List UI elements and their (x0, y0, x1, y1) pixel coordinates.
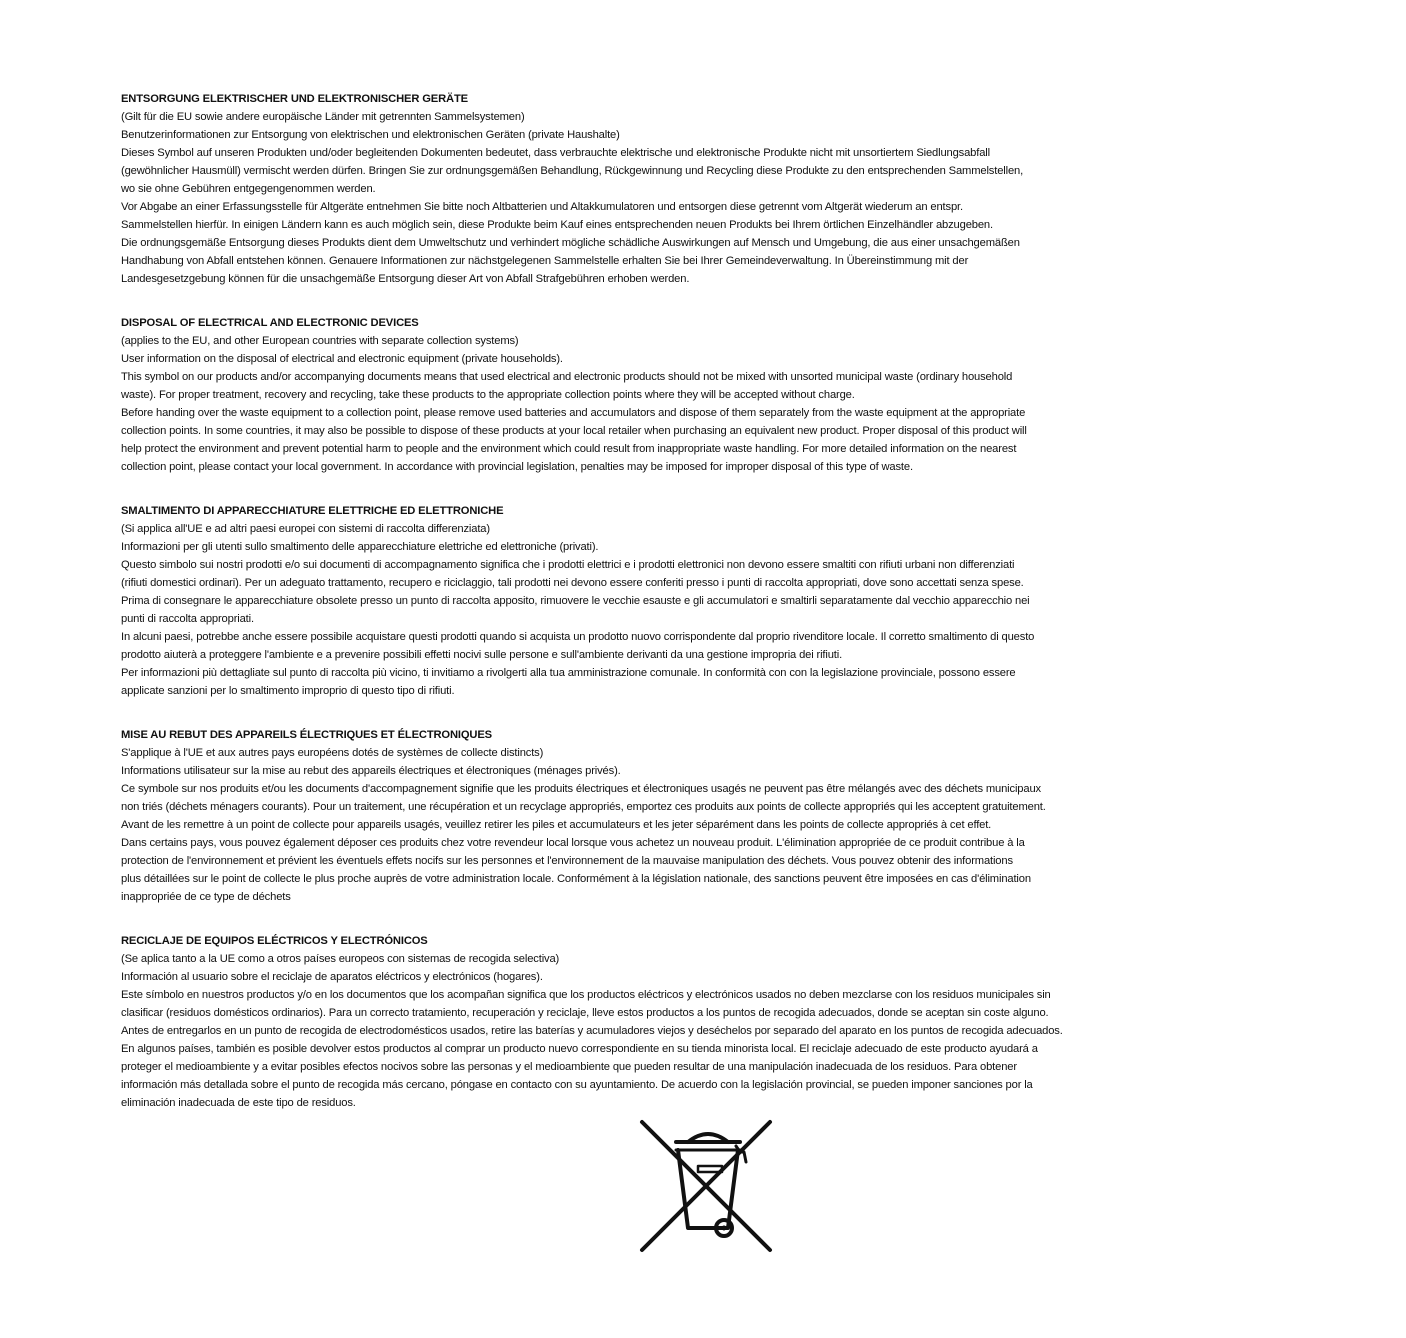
text-line: Ce symbole sur nos produits et/ou les documents d'accompagnement signifie que les produits électriques et électroniques usagés ne peuvent pas être mélangés avec des déchets municipaux (121, 783, 1041, 795)
section-italian (121, 502, 1301, 700)
text-line: User information on the disposal of electrical and electronic equipment (private households). (121, 353, 563, 365)
text-line: collection point, please contact your local government. In accordance with provincial legislation, penalties may be imposed for improper disposal of this type of waste. (121, 461, 913, 473)
text-line: Información al usuario sobre el reciclaje de aparatos eléctricos y electrónicos (hogares). (121, 971, 543, 983)
text-line: eliminación inadecuada de este tipo de residuos. (121, 1097, 356, 1109)
text-line: protection de l'environnement et prévient les éventuels effets nocifs sur les personnes et l'environnement de la mauvaise manipulation des déchets. Vous pouvez obtenir des informations (121, 855, 1013, 867)
text-line: Before handing over the waste equipment to a collection point, please remove used batteries and accumulators and dispose of them separately from the waste equipment at the appropriate (121, 407, 1026, 419)
section-spanish (121, 932, 1301, 1112)
text-line: Informazioni per gli utenti sullo smaltimento delle apparecchiature elettriche ed elettroniche (privati). (121, 541, 599, 553)
text-line: (applies to the EU, and other European countries with separate collection systems) (121, 335, 519, 347)
text-line: Handhabung von Abfall entstehen können. Genauere Informationen zur nächstgelegenen Sammelstelle erhalten Sie bei Ihrer Gemeindeverwaltung. In Übereinstimmung mit der (121, 255, 969, 267)
text-line: collection points. In some countries, it may also be possible to dispose of these products at your local retailer when purchasing an equivalent new product. Proper disposal of this product will (121, 425, 1027, 437)
text-line: (gewöhnlicher Hausmüll) vermischt werden dürfen. Bringen Sie zur ordnungsgemäßen Behandlung, Rückgewinnung und Recycling diese Produkte zu den entsprechenden Sammelstellen, (121, 165, 1024, 177)
section-german (121, 90, 1301, 288)
text-line: help protect the environment and prevent potential harm to people and the environment which could result from inappropriate waste handling. For more detailed information on the nearest (121, 443, 1017, 455)
text-line: Die ordnungsgemäße Entsorgung dieses Produkts dient dem Umweltschutz und verhindert mögliche schädliche Auswirkungen auf Mensch und Umgebung, die aus einer unsachgemäßen (121, 237, 1020, 249)
text-line: S'applique à l'UE et aux autres pays européens dotés de systèmes de collecte distincts) (121, 747, 544, 759)
text-line: This symbol on our products and/or accompanying documents means that used electrical and electronic products should not be mixed with unsorted municipal waste (ordinary household (121, 371, 1013, 383)
text-line: proteger el medioambiente y a evitar posibles efectos nocivos sobre las personas y el medioambiente que pueden resultar de una manipulación inadecuada de los residuos. Para obtener (121, 1061, 1017, 1073)
section-title: SMALTIMENTO DI APPARECCHIATURE ELETTRICHE ED ELETTRONICHE (121, 505, 504, 517)
section-title: ENTSORGUNG ELEKTRISCHER UND ELEKTRONISCHER GERÄTE (121, 93, 468, 105)
text-line: Prima di consegnare le apparecchiature obsolete presso un punto di raccolta apposito, rimuovere le vecchie esauste e gli accumulatori e smaltirli separatamente dal vecchio apparecchio nei (121, 595, 1030, 607)
text-line: Avant de les remettre à un point de collecte pour appareils usagés, veuillez retirer les piles et accumulateurs et les jeter séparément dans les points de collecte appropriés à cet effet. (121, 819, 992, 831)
text-line: prodotto aiuterà a proteggere l'ambiente e a prevenire possibili effetti nocivi sulle persone e sull'ambiente derivanti da una gestione impropria dei rifiuti. (121, 649, 843, 661)
text-line: Dieses Symbol auf unseren Produkten und/oder begleitenden Dokumenten bedeutet, dass verbrauchte elektrische und elektronische Produkte nicht mit unsortiertem Siedlungsabfall (121, 147, 990, 159)
section-french (121, 726, 1301, 906)
text-line: información más detallada sobre el punto de recogida más cercano, póngase en contacto con su ayuntamiento. De acuerdo con la legislación provincial, se pueden imponer sanciones por la (121, 1079, 1033, 1091)
text-line: inappropriée de ce type de déchets (121, 891, 291, 903)
text-line: non triés (déchets ménagers courants). Pour un traitement, une récupération et un recyclage appropriés, emportez ces produits aux points de collecte appropriés qui les acceptent gratuitement. (121, 801, 1046, 813)
text-line: (rifiuti domestici ordinari). Per un adeguato trattamento, recupero e riciclaggio, tali prodotti nei devono essere conferiti presso i punti di raccolta appropriati, dove sono accettati senza spese. (121, 577, 1024, 589)
disposal-document (121, 90, 1301, 1138)
text-line: punti di raccolta appropriati. (121, 613, 254, 625)
text-line: Benutzerinformationen zur Entsorgung von elektrischen und elektronischen Geräten (private Haushalte) (121, 129, 620, 141)
text-line: (Gilt für die EU sowie andere europäische Länder mit getrennten Sammelsystemen) (121, 111, 525, 123)
text-line: (Si applica all'UE e ad altri paesi europei con sistemi di raccolta differenziata) (121, 523, 490, 535)
crossed-out-wheelie-bin-icon (636, 1116, 776, 1256)
section-title: RECICLAJE DE EQUIPOS ELÉCTRICOS Y ELECTRÓNICOS (121, 935, 428, 947)
text-line: Antes de entregarlos en un punto de recogida de electrodomésticos usados, retire las baterías y acumuladores viejos y deséchelos por separado del aparato en los puntos de recogida adecuados. (121, 1025, 1063, 1037)
text-line: Este símbolo en nuestros productos y/o en los documentos que los acompañan significa que los productos eléctricos y electrónicos usados no deben mezclarse con los residuos municipales sin (121, 989, 1051, 1001)
text-line: Landesgesetzgebung können für die unsachgemäße Entsorgung dieser Art von Abfall Strafgebühren erhoben werden. (121, 273, 690, 285)
text-line: Sammelstellen hierfür. In einigen Ländern kann es auch möglich sein, diese Produkte beim Kauf eines entsprechenden neuen Produkts bei Ihrem örtlichen Einzelhändler abzugeben. (121, 219, 993, 231)
text-line: In alcuni paesi, potrebbe anche essere possibile acquistare questi prodotti quando si acquista un prodotto nuovo corrispondente dal proprio rivenditore locale. Il corretto smaltimento di questo (121, 631, 1035, 643)
text-line: Dans certains pays, vous pouvez également déposer ces produits chez votre revendeur local lorsque vous achetez un nouveau produit. L'élimination appropriée de ce produit contribue à la (121, 837, 1025, 849)
text-line: plus détaillées sur le point de collecte le plus proche auprès de votre administration locale. Conformément à la législation nationale, des sanctions peuvent être imposées en cas d'élimination (121, 873, 1031, 885)
text-line: Informations utilisateur sur la mise au rebut des appareils électriques et électroniques (ménages privés). (121, 765, 621, 777)
text-line: Questo simbolo sui nostri prodotti e/o sui documenti di accompagnamento significa che i prodotti elettrici e i prodotti elettronici non devono essere smaltiti con rifiuti urbani non differenziati (121, 559, 1015, 571)
text-line: wo sie ohne Gebühren entgegengenommen werden. (121, 183, 376, 195)
text-line: clasificar (residuos domésticos ordinarios). Para un correcto tratamiento, recuperación y reciclaje, lleve estos productos a los puntos de recogida adecuados, donde se aceptan sin coste alguno. (121, 1007, 1049, 1019)
section-english (121, 314, 1301, 476)
section-title: DISPOSAL OF ELECTRICAL AND ELECTRONIC DEVICES (121, 317, 419, 329)
text-line: Per informazioni più dettagliate sul punto di raccolta più vicino, ti invitiamo a rivolgerti alla tua amministrazione comunale. In conformità con con la legislazione provinciale, possono essere (121, 667, 1016, 679)
text-line: waste). For proper treatment, recovery and recycling, take these products to the appropriate collection points where they will be accepted without charge. (121, 389, 855, 401)
text-line: applicate sanzioni per lo smaltimento improprio di questo tipo di rifiuti. (121, 685, 455, 697)
section-title: MISE AU REBUT DES APPAREILS ÉLECTRIQUES ET ÉLECTRONIQUES (121, 729, 492, 741)
text-line: (Se aplica tanto a la UE como a otros países europeos con sistemas de recogida selectiva) (121, 953, 560, 965)
text-line: Vor Abgabe an einer Erfassungsstelle für Altgeräte entnehmen Sie bitte noch Altbatterien und Altakkumulatoren und entsorgen diese getrennt vom Altgerät wiederum an entspr. (121, 201, 963, 213)
text-line: En algunos países, también es posible devolver estos productos al comprar un producto nuevo correspondiente en su tienda minorista local. El reciclaje adecuado de este producto ayudará a (121, 1043, 1038, 1055)
